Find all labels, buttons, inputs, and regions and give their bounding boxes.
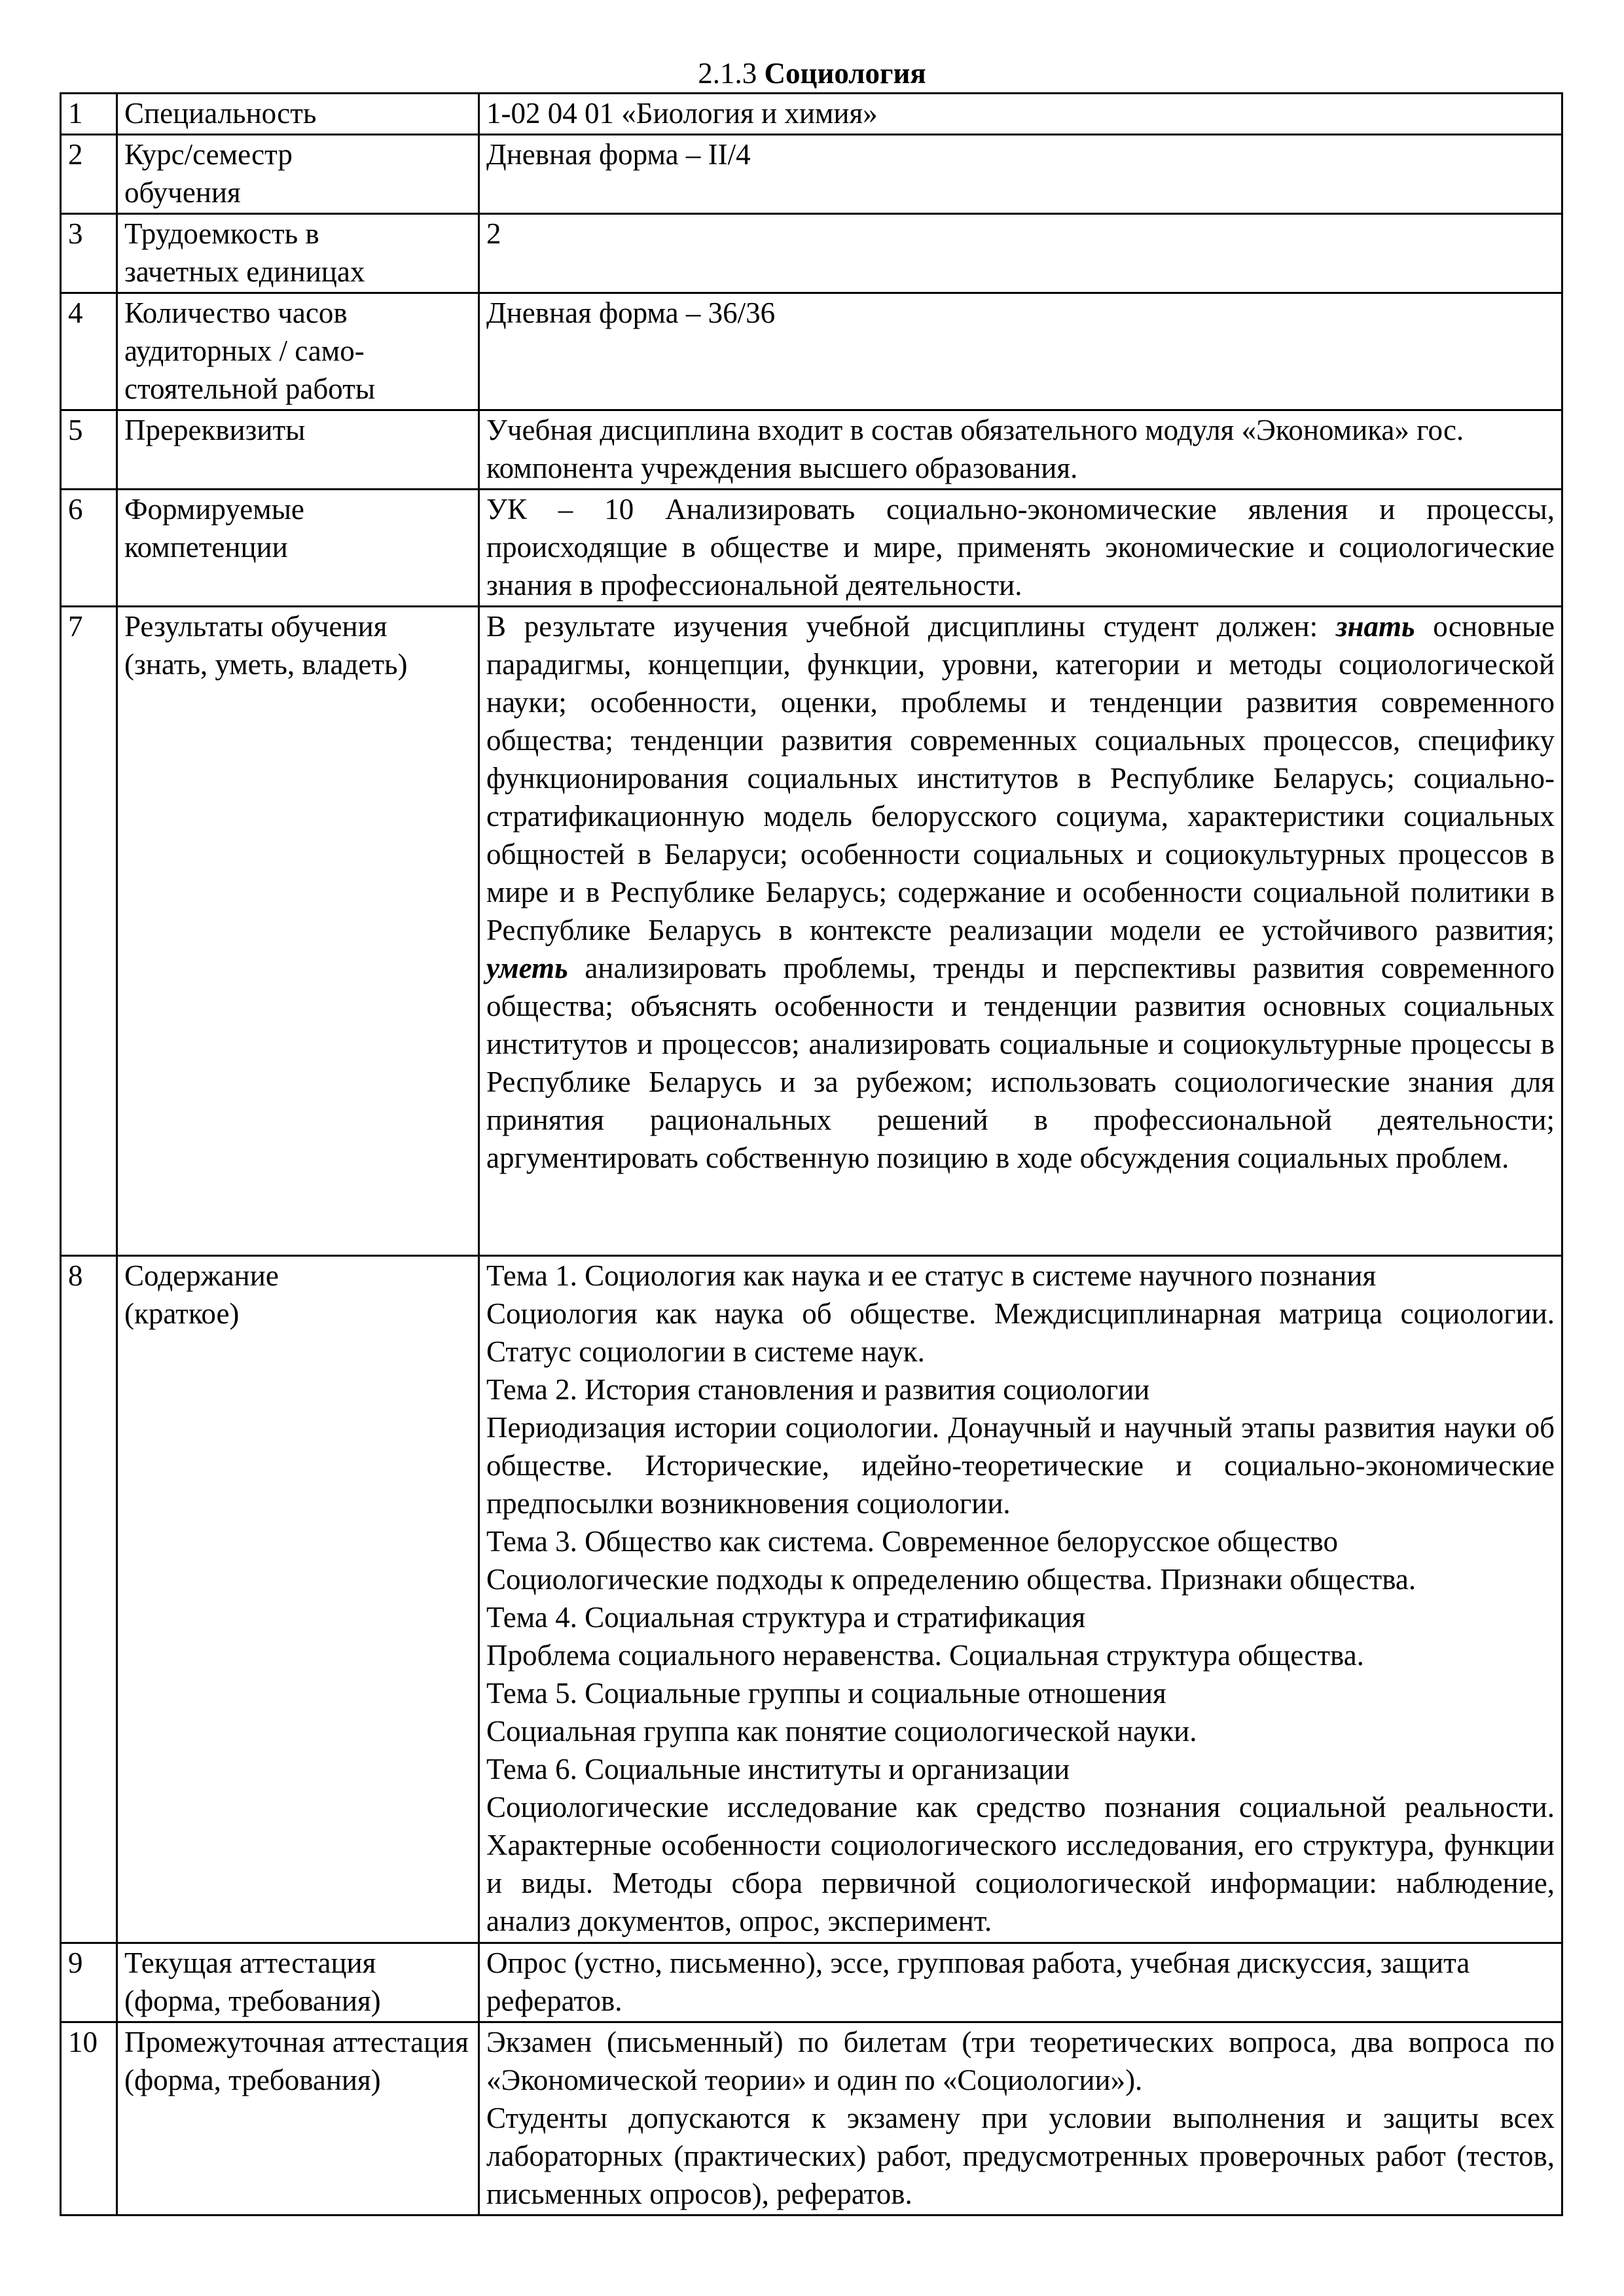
table-row: [61, 214, 1562, 293]
topic-title: Тема 4. Социальная структура и стратификация: [486, 1601, 1086, 1634]
admission-paragraph: Студенты допускаются к экзамену при условии выполнения и защиты всех лабораторных (практических) работ, предусмотренных проверочных работ (тестов, письменных опросов), рефератов.: [486, 2102, 1555, 2210]
topic-text: Социологические исследование как средство познания социальной реальности. Характерные особенности социологического исследования, его структура, функции и виды. Методы сбора первичной социологической информации: наблюдение, анализ документов, опрос, эксперимент.: [486, 1791, 1555, 1937]
row-label: Пререквизиты: [117, 410, 479, 490]
topic-title: Тема 6. Социальные институты и организации: [486, 1753, 1070, 1785]
outcomes-know: основные парадигмы, концепции, функции, уровни, категории и методы социологической науки; особенности, оценки, проблемы и тенденции развития современного общества; тенденции развития современных социальных процессов, специфику функционирования социальных институтов в Республике Беларусь; социально-стратификационную модель белорусского социума, характеристики социальных общностей в Беларуси; особенности социальных и социокультурных процессов в мире и в Республике Беларусь; содержание и особенности социальной политики в Республике Беларусь в контексте реализации модели ее устойчивого развития;: [486, 610, 1555, 946]
table-row: [61, 1943, 1562, 2022]
outcomes-intro: В результате изучения учебной дисциплины студент должен:: [486, 610, 1336, 643]
row-number: 8: [61, 1256, 117, 1943]
row-label: Формируемые компетенции: [117, 490, 479, 607]
table-row: [61, 607, 1562, 1256]
table-row: [61, 2022, 1562, 2215]
row-number: 2: [61, 135, 117, 214]
row-label: Специальность: [117, 94, 479, 135]
table-row: [61, 490, 1562, 607]
table-row: [61, 293, 1562, 410]
topic-text: Социологические подходы к определению общества. Признаки общества.: [486, 1563, 1416, 1596]
topic-text: Проблема социального неравенства. Социальная структура общества.: [486, 1639, 1364, 1672]
row-value: [479, 2022, 1562, 2215]
prerequisites-text: Учебная дисциплина входит в состав обязательного модуля «Экономика» гос. компонента учреждения высшего образования.: [486, 414, 1464, 484]
table-row: [61, 1256, 1562, 1943]
title-prefix: 2.1.3: [698, 57, 757, 90]
row-value: УК – 10 Анализировать социально-экономические явления и процессы, происходящие в обществе и мире, применять экономические и социологические знания в профессиональной деятельности.: [479, 490, 1562, 607]
row-label: Результаты обучения (знать, уметь, владеть): [117, 607, 479, 1256]
keyword-know: знать: [1335, 610, 1415, 643]
course-description-table: [60, 92, 1563, 2216]
learning-outcomes: [479, 607, 1562, 1256]
row-label: Количество часов аудиторных / само-стоятельной работы: [117, 293, 479, 410]
table-row: [61, 135, 1562, 214]
topic-title: Тема 5. Социальные группы и социальные отношения: [486, 1677, 1166, 1710]
topic-text: Социальная группа как понятие социологической науки.: [486, 1715, 1197, 1748]
row-number: 5: [61, 410, 117, 490]
topic-text: Периодизация истории социологии. Донаучный и научный этапы развития науки об обществе. Исторические, идейно-теоретические и социально-экономические предпосылки возникновения социологии.: [486, 1411, 1555, 1520]
course-content: [479, 1256, 1562, 1943]
row-value: 1-02 04 01 «Биология и химия»: [479, 94, 1562, 135]
row-value: 2: [479, 214, 1562, 293]
row-value: [479, 410, 1562, 490]
row-label: Промежуточная аттестация (форма, требования): [117, 2022, 479, 2215]
row-label: Трудоемкость в зачетных единицах: [117, 214, 479, 293]
row-value: [479, 1943, 1562, 2022]
page-title: [0, 54, 1624, 93]
topic-title: Тема 1. Социология как наука и ее статус в системе научного познания: [486, 1259, 1377, 1292]
row-value: Дневная форма – II/4: [479, 135, 1562, 214]
row-label: Текущая аттестация (форма, требования): [117, 1943, 479, 2022]
row-label: Содержание (краткое): [117, 1256, 479, 1943]
topic-title: Тема 3. Общество как система. Современное белорусское общество: [486, 1525, 1338, 1558]
current-assessment-text: Опрос (устно, письменно), эссе, групповая работа, учебная дискуссия, защита рефератов.: [486, 1946, 1470, 2017]
row-number: 4: [61, 293, 117, 410]
keyword-able: уметь: [486, 952, 568, 984]
row-number: 7: [61, 607, 117, 1256]
row-number: 1: [61, 94, 117, 135]
table-row: [61, 94, 1562, 135]
row-number: 10: [61, 2022, 117, 2215]
row-label: Курс/семестр обучения: [117, 135, 479, 214]
row-number: 6: [61, 490, 117, 607]
exam-paragraph: Экзамен (письменный) по билетам (три теоретических вопроса, два вопроса по «Экономической теории» и один по «Социологии»).: [486, 2026, 1555, 2096]
outcomes-able: анализировать проблемы, тренды и перспективы развития современного общества; объяснять особенности и тенденции развития основных социальных институтов и процессов; анализировать социальные и социокультурные процессы в Республике Беларусь и за рубежом; использовать социологические знания для принятия рациональных решений в профессиональной деятельности; аргументировать собственную позицию в ходе обсуждения социальных проблем.: [486, 952, 1555, 1174]
row-number: 9: [61, 1943, 117, 2022]
topic-text: Социология как наука об обществе. Междисциплинарная матрица социологии. Статус социологии в системе наук.: [486, 1297, 1555, 1368]
topic-title: Тема 2. История становления и развития социологии: [486, 1373, 1150, 1406]
row-number: 3: [61, 214, 117, 293]
row-value: Дневная форма – 36/36: [479, 293, 1562, 410]
table-row: [61, 410, 1562, 490]
title-name: Социология: [764, 57, 926, 90]
